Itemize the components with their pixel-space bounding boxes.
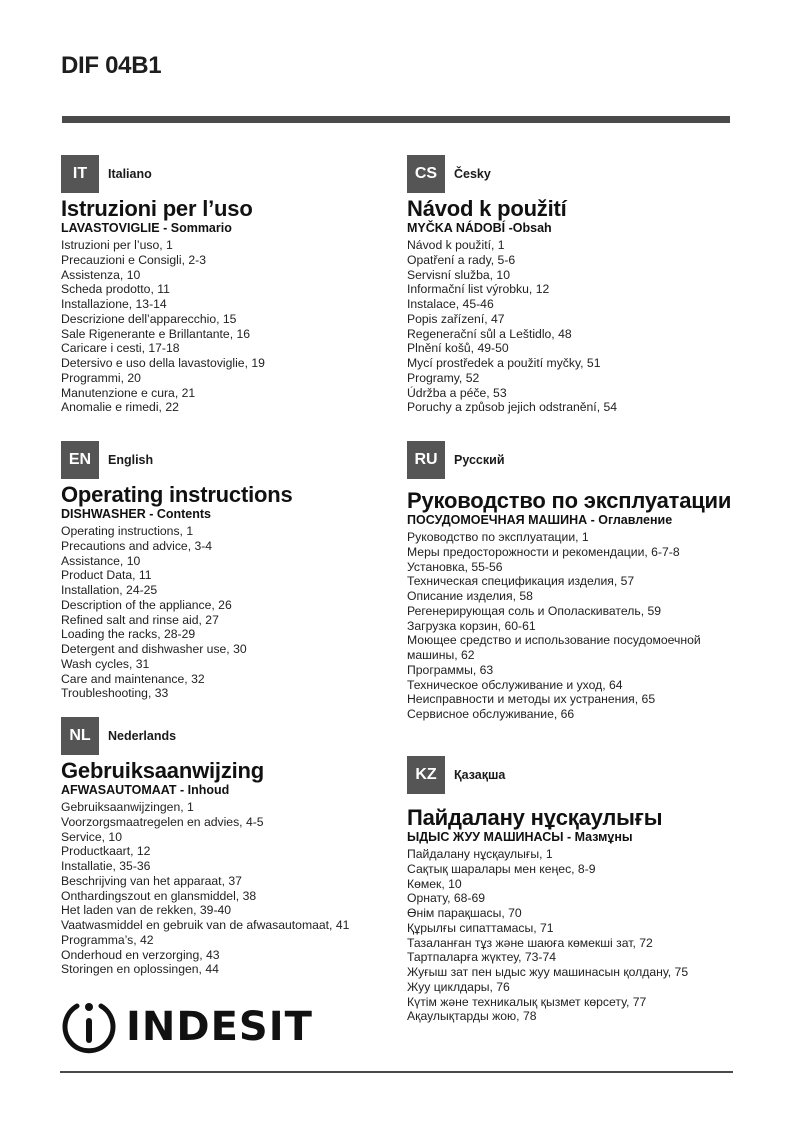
toc-item: Көмек, 10 <box>407 876 462 891</box>
toc-item: Загрузка корзин, 60-61 <box>407 618 536 633</box>
toc-item: Сақтық шаралары мен кеңес, 8-9 <box>407 861 596 876</box>
toc-item: Istruzioni per l’uso, 1 <box>61 238 173 252</box>
toc-item: Programma’s, 42 <box>61 932 154 947</box>
section-subtitle: MYČKA NÁDOBÍ -Obsah <box>407 221 552 235</box>
toc-item: Installatie, 35-36 <box>61 859 151 873</box>
toc-item: Регенерирующая соль и Ополаскиватель, 59 <box>407 603 662 618</box>
toc-item: Жуу циклдары, 76 <box>407 979 510 994</box>
language-name: Русский <box>454 453 505 467</box>
section-kazakh <box>407 756 747 1024</box>
toc-list <box>61 238 401 415</box>
toc-item: Onderhoud en verzorging, 43 <box>61 947 220 962</box>
language-header <box>407 756 747 794</box>
toc-item: Күтім және техникалық қызмет көрсету, 77 <box>407 994 647 1009</box>
toc-item: Тазаланған тұз және шаюға көмекші зат, 72 <box>407 935 653 950</box>
toc-item: Programy, 52 <box>407 370 480 385</box>
language-badge: IT <box>61 155 99 193</box>
language-badge: KZ <box>407 756 445 794</box>
brand-name: INDESIT <box>126 1004 313 1050</box>
toc-item: Орнату, 68-69 <box>407 891 486 906</box>
language-name: English <box>108 453 154 467</box>
toc-item: Техническое обслуживание и уход, 64 <box>407 677 623 692</box>
section-cesky <box>407 155 747 415</box>
toc-item: Productkaart, 12 <box>61 844 151 859</box>
toc-item: Gebruiksaanwijzingen, 1 <box>61 800 194 814</box>
model-number: DIF 04B1 <box>61 52 162 79</box>
language-header <box>407 155 747 193</box>
toc-item: Өнім парақшасы, 70 <box>407 906 522 920</box>
toc-item: Onthardingszout en glansmiddel, 38 <box>61 888 257 903</box>
toc-item: Mycí prostředek a použití myčky, 51 <box>407 356 601 370</box>
toc-item: Программы, 63 <box>407 662 494 677</box>
toc-item: Scheda prodotto, 11 <box>61 282 170 297</box>
section-subtitle: AFWASAUTOMAAT - Inhoud <box>61 783 230 797</box>
section-subtitle: LAVASTOVIGLIE - Sommario <box>61 221 232 235</box>
toc-item: Sale Rigenerante e Brillantante, 16 <box>61 326 251 341</box>
section-russian <box>407 441 737 722</box>
toc-item: Wash cycles, 31 <box>61 656 150 671</box>
toc-item: Precauzioni e Consigli, 2-3 <box>61 252 206 267</box>
toc-item: Техническая спецификация изделия, 57 <box>407 574 635 589</box>
section-subtitle: ЫДЫС ЖУУ МАШИНАСЫ - Мазмұны <box>407 830 633 844</box>
toc-item: Құрылғы сипаттамасы, 71 <box>407 920 554 935</box>
section-title: Gebruiksaanwijzing <box>61 758 265 783</box>
toc-item: Ақаулықтарды жою, 78 <box>407 1009 537 1024</box>
toc-item: Пайдалану нұсқаулығы, 1 <box>407 847 553 861</box>
toc-item: Návod k použití, 1 <box>407 238 505 252</box>
toc-item: Servisní služba, 10 <box>407 267 510 282</box>
language-name: Italiano <box>108 167 152 181</box>
language-badge: CS <box>407 155 445 193</box>
toc-item: Poruchy a způsob jejich odstranění, 54 <box>407 400 618 415</box>
toc-item: Detersivo e uso della lavastoviglie, 19 <box>61 356 265 370</box>
toc-item: Caricare i cesti, 17-18 <box>61 341 180 356</box>
toc-item: Руководство по эксплуатации, 1 <box>407 530 589 544</box>
section-english <box>61 441 401 701</box>
toc-item: Меры предосторожности и рекомендации, 6-7-8 <box>407 544 680 559</box>
toc-item: Regenerační sůl a Leštidlo, 48 <box>407 326 572 341</box>
section-title: Пайдалану нұсқаулығы <box>407 805 663 830</box>
toc-item: Refined salt and rinse aid, 27 <box>61 612 219 627</box>
toc-item: Assistenza, 10 <box>61 267 141 282</box>
language-badge: RU <box>407 441 445 479</box>
toc-list <box>61 800 401 977</box>
section-subtitle: ПОСУДОМОЕЧНАЯ МАШИНА - Оглавление <box>407 513 673 527</box>
top-divider <box>62 116 730 123</box>
toc-item: Manutenzione e cura, 21 <box>61 385 196 400</box>
toc-item: Vaatwasmiddel en gebruik van de afwasautomaat, 41 <box>61 918 350 932</box>
section-title: Operating instructions <box>61 482 293 507</box>
toc-item: Detergent and dishwasher use, 30 <box>61 642 247 656</box>
toc-item: Anomalie e rimedi, 22 <box>61 400 179 415</box>
toc-item: Operating instructions, 1 <box>61 524 194 538</box>
toc-item: Assistance, 10 <box>61 553 141 568</box>
toc-item: Моющее средство и использование посудомоечной машины, 62 <box>407 633 701 662</box>
section-nederlands <box>61 717 401 977</box>
toc-item: Loading the racks, 28-29 <box>61 627 196 642</box>
toc-item: Тартпаларға жүктеу, 73-74 <box>407 950 557 965</box>
toc-item: Installazione, 13-14 <box>61 297 167 311</box>
toc-item: Opatření a rady, 5-6 <box>407 252 516 267</box>
section-title: Návod k použití <box>407 196 567 221</box>
toc-item: Precautions and advice, 3-4 <box>61 538 213 553</box>
toc-list <box>61 524 401 701</box>
toc-list <box>407 847 747 1024</box>
toc-item: Voorzorgsmaatregelen en advies, 4-5 <box>61 814 264 829</box>
toc-list <box>407 238 747 415</box>
language-header <box>61 155 401 193</box>
language-header <box>407 441 737 479</box>
language-badge: EN <box>61 441 99 479</box>
toc-item: Неисправности и методы их устранения, 65 <box>407 692 656 707</box>
toc-item: Het laden van de rekken, 39-40 <box>61 903 232 918</box>
section-title: Istruzioni per l’uso <box>61 196 253 221</box>
section-title: Руководство по эксплуатации <box>407 488 732 513</box>
toc-item: Product Data, 11 <box>61 568 152 583</box>
toc-item: Beschrijving van het apparaat, 37 <box>61 873 242 888</box>
toc-item: Service, 10 <box>61 829 122 844</box>
language-name: Қазақша <box>454 768 506 782</box>
toc-item: Popis zařízení, 47 <box>407 311 505 326</box>
indesit-circle-i-icon <box>60 998 118 1056</box>
toc-item: Plnění košů, 49-50 <box>407 341 509 356</box>
language-name: Nederlands <box>108 729 177 743</box>
language-badge: NL <box>61 717 99 755</box>
toc-item: Storingen en oplossingen, 44 <box>61 962 219 977</box>
toc-item: Описание изделия, 58 <box>407 589 533 603</box>
bottom-divider <box>60 1071 733 1073</box>
toc-item: Informační list výrobku, 12 <box>407 282 550 297</box>
section-italiano <box>61 155 401 415</box>
toc-item: Programmi, 20 <box>61 370 141 385</box>
language-name: Česky <box>454 167 491 181</box>
toc-item: Description of the appliance, 26 <box>61 597 232 612</box>
toc-item: Troubleshooting, 33 <box>61 686 169 701</box>
toc-item: Установка, 55-56 <box>407 559 503 574</box>
toc-item: Descrizione dell’apparecchio, 15 <box>61 311 237 326</box>
section-subtitle: DISHWASHER - Contents <box>61 507 211 521</box>
toc-item: Care and maintenance, 32 <box>61 671 205 686</box>
toc-list <box>407 530 737 722</box>
toc-item: Instalace, 45-46 <box>407 297 494 311</box>
toc-item: Сервисное обслуживание, 66 <box>407 707 575 721</box>
indesit-logo <box>60 998 313 1056</box>
toc-item: Жуғыш зат пен ыдыс жуу машинасын қолдану, 75 <box>407 965 689 979</box>
toc-item: Údržba a péče, 53 <box>407 385 507 400</box>
language-header <box>61 441 401 479</box>
language-header <box>61 717 401 755</box>
toc-item: Installation, 24-25 <box>61 583 158 597</box>
